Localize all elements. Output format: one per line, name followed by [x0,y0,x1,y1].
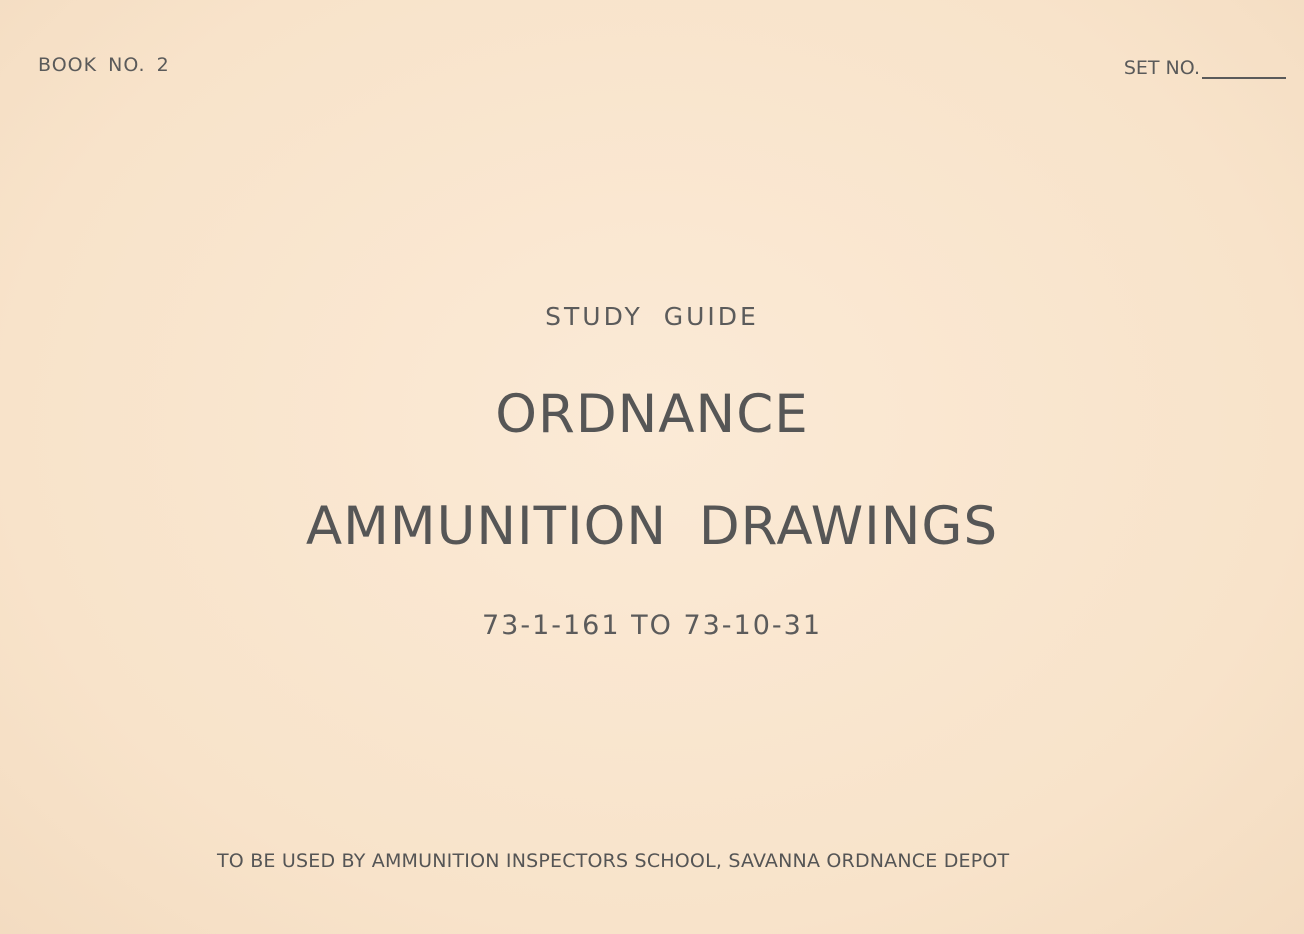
drawing-number-range: 73-1-161 TO 73-10-31 [481,610,823,641]
set-number-blank-line [1202,61,1286,79]
usage-note: TO BE USED BY AMMUNITION INSPECTORS SCHOOL, SAVANNA ORDNANCE DEPOT [217,850,1010,872]
title-ordnance: ORDNANCE [495,384,809,445]
set-number-label: SET NO. [1123,57,1200,79]
book-number: BOOK NO. 2 [38,54,170,76]
set-number [1124,57,1286,79]
title-ammunition-drawings: AMMUNITION DRAWINGS [305,496,999,557]
study-guide-heading: STUDY GUIDE [545,302,759,331]
